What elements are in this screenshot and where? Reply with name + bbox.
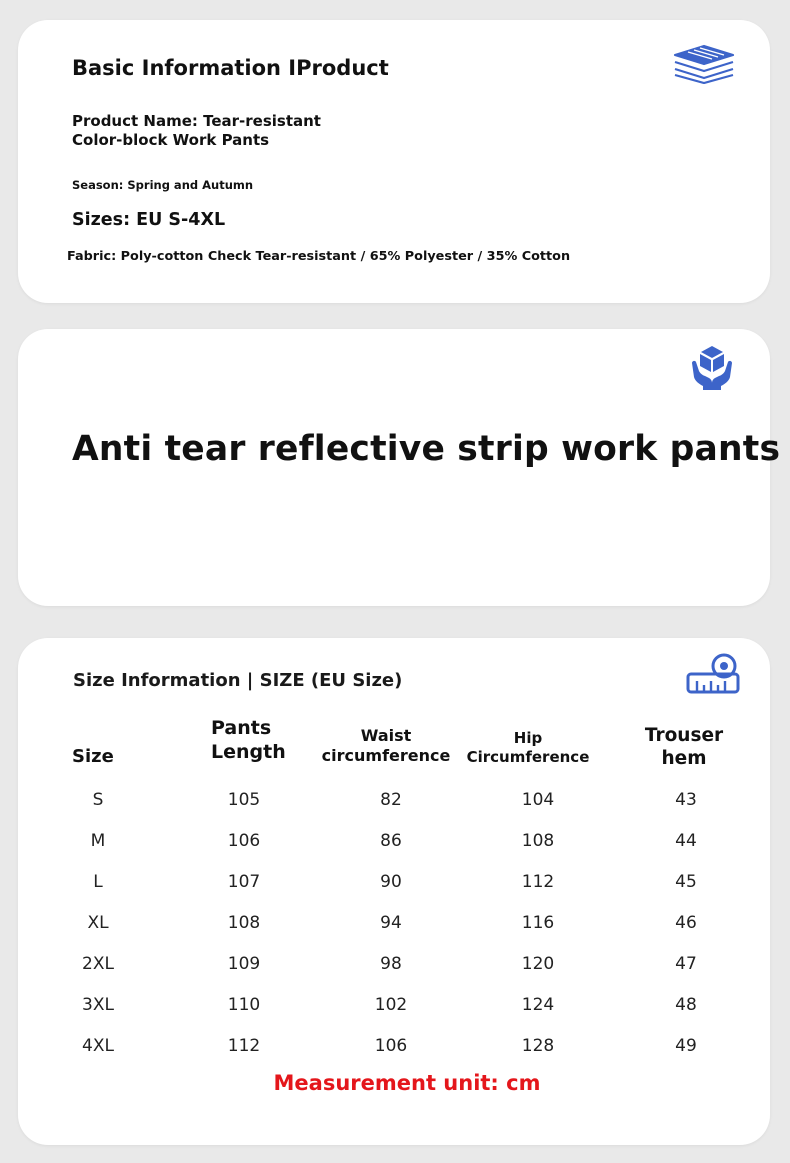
cell-hem: 45 — [675, 872, 697, 892]
table-row — [18, 985, 770, 1026]
cell-size: 3XL — [82, 995, 114, 1015]
basic-info-card — [18, 20, 770, 303]
cell-hem: 49 — [675, 1036, 697, 1056]
layers-icon — [672, 44, 736, 84]
header-hip-line2: Circumference — [466, 748, 590, 766]
product-name — [72, 112, 321, 150]
cell-size: M — [90, 831, 106, 851]
cell-hem: 43 — [675, 790, 697, 810]
basic-info-heading: Basic Information IProduct — [72, 56, 389, 80]
header-hem-line1: Trouser — [644, 725, 724, 746]
cell-size: S — [92, 790, 104, 810]
table-row — [18, 780, 770, 821]
cell-waist: 94 — [380, 913, 402, 933]
product-name-line2: Color-block Work Pants — [72, 131, 270, 149]
measuring-tape-icon — [686, 652, 740, 694]
header-hem-line2: hem — [661, 748, 707, 769]
cell-length: 109 — [227, 954, 261, 974]
cell-waist: 102 — [374, 995, 408, 1015]
product-title: Anti tear reflective strip work pants — [72, 429, 781, 469]
header-pants-length — [190, 716, 306, 764]
size-info-heading: Size Information | SIZE (EU Size) — [73, 670, 403, 691]
cell-hip: 120 — [521, 954, 555, 974]
table-row — [18, 944, 770, 985]
header-hip — [458, 729, 598, 767]
size-info-card — [18, 638, 770, 1145]
cell-hem: 44 — [675, 831, 697, 851]
header-waist-line2: circumference — [321, 746, 451, 765]
header-hip-line1: Hip — [513, 729, 543, 747]
title-card — [18, 329, 781, 606]
season-text: Season: Spring and Autumn — [72, 178, 254, 192]
cell-size: 2XL — [82, 954, 114, 974]
fabric-text: Fabric: Poly-cotton Check Tear-resistant / 65% Polyester / 35% Cotton — [67, 249, 571, 264]
cell-hip: 108 — [521, 831, 555, 851]
sizes-text: Sizes: EU S-4XL — [72, 210, 226, 230]
hands-box-icon — [690, 345, 734, 391]
cell-hip: 104 — [521, 790, 555, 810]
product-name-line1: Product Name: Tear-resistant — [72, 112, 321, 130]
table-row — [18, 1026, 770, 1067]
cell-size: XL — [87, 913, 109, 933]
cell-length: 107 — [227, 872, 261, 892]
cell-length: 110 — [227, 995, 261, 1015]
table-row — [18, 821, 770, 862]
cell-waist: 82 — [380, 790, 402, 810]
cell-size: 4XL — [82, 1036, 114, 1056]
cell-hip: 128 — [521, 1036, 555, 1056]
cell-waist: 98 — [380, 954, 402, 974]
cell-length: 106 — [227, 831, 261, 851]
table-row — [18, 862, 770, 903]
measurement-unit-note: Measurement unit: cm — [273, 1071, 541, 1095]
cell-hip: 124 — [521, 995, 555, 1015]
cell-hem: 48 — [675, 995, 697, 1015]
header-pants-length-line2: Length — [211, 741, 286, 763]
cell-hip: 112 — [521, 872, 555, 892]
cell-length: 108 — [227, 913, 261, 933]
cell-hem: 47 — [675, 954, 697, 974]
cell-size: L — [93, 872, 103, 892]
cell-waist: 106 — [374, 1036, 408, 1056]
cell-waist: 86 — [380, 831, 402, 851]
cell-length: 105 — [227, 790, 261, 810]
header-pants-length-line1: Pants — [211, 717, 272, 739]
cell-waist: 90 — [380, 872, 402, 892]
header-hem — [614, 724, 754, 770]
header-size: Size — [72, 746, 114, 767]
header-waist — [306, 726, 466, 766]
cell-length: 112 — [227, 1036, 261, 1056]
header-waist-line1: Waist — [360, 726, 412, 745]
table-row — [18, 903, 770, 944]
cell-hem: 46 — [675, 913, 697, 933]
cell-hip: 116 — [521, 913, 555, 933]
